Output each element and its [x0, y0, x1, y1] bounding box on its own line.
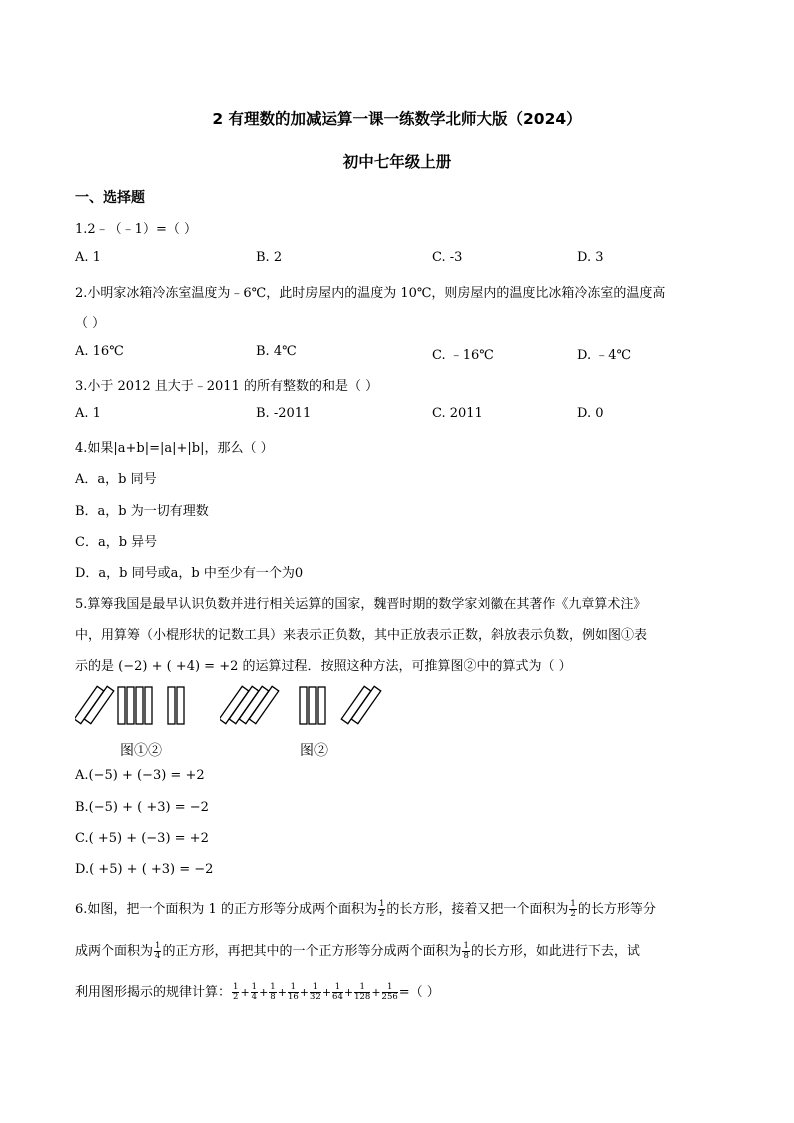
q4-option-c: C．a，b 异号: [75, 535, 158, 550]
q5-stem-line3: 示的是 (−2) + ( +4) = +2 的运算过程．按照这种方法，可推算图②中的算式为（ ）: [75, 659, 572, 674]
upright-rod: [136, 687, 143, 724]
q1-option-c: C. -3: [432, 250, 463, 265]
upright-rod: [127, 687, 134, 724]
fraction: $\frac{1}{4}$: [155, 941, 161, 961]
figure-2-caption: 图②: [300, 743, 328, 759]
series-fraction: $\frac{1}{4}$: [251, 982, 258, 1002]
plus-sign: +: [321, 986, 332, 999]
series-fraction: $\frac{1}{2}$: [233, 982, 239, 1002]
doc-subtitle: 初中七年级上册: [342, 153, 452, 171]
q6-stem-line2: [75, 940, 640, 961]
q6-stem-line3: [75, 981, 440, 1002]
series-fraction: $\frac{1}{256}$: [381, 982, 398, 1002]
q4-option-b: B．a，b 为一切有理数: [75, 504, 209, 519]
q6-text: 的长方形，如此进行下去，试: [470, 944, 640, 959]
doc-title: 2 有理数的加减运算一课一练数学北师大版（2024）: [212, 110, 582, 128]
q4-stem: 4.如果|a+b|=|a|+|b|，那么（ ）: [75, 441, 274, 456]
series-fraction: $\frac{1}{8}$: [270, 982, 276, 1002]
q3-option-c: C. 2011: [432, 406, 483, 421]
q3-option-a: A. 1: [75, 406, 101, 421]
section-heading: 一、选择题: [75, 190, 145, 206]
upright-rod: [177, 687, 184, 724]
q2-stem-line2: （ ）: [75, 316, 106, 331]
q5-option-a: A.(−5) + (−3) = +2: [75, 768, 205, 783]
q6-text: =（ ）: [398, 985, 440, 1000]
q5-stem-line1: 5.算筹我国是最早认识负数并进行相关运算的国家，魏晋时期的数学家刘徽在其著作《九章算术注》: [75, 597, 647, 612]
series-fraction: $\frac{1}{16}$: [287, 982, 299, 1002]
series-fraction: $\frac{1}{128}$: [354, 982, 371, 1002]
q2-option-d: D. ﹣4℃: [577, 348, 632, 363]
q1-option-b: B. 2: [256, 250, 283, 265]
q2-option-c: C. ﹣16℃: [432, 348, 494, 363]
upright-rod: [300, 687, 307, 724]
upright-rod: [118, 687, 125, 724]
q6-text: 的长方形，接着又把一个面积为: [386, 902, 569, 917]
q4-option-d: D．a，b 同号或a，b 中至少有一个为0: [75, 566, 304, 581]
q1-option-a: A. 1: [75, 250, 101, 265]
upright-rod: [168, 687, 175, 724]
q2-option-a: A. 16℃: [75, 344, 124, 359]
q3-stem: 3.小于 2012 且大于﹣2011 的所有整数的和是（ ）: [75, 379, 379, 394]
q6-text: 利用图形揭示的规律计算：: [75, 985, 232, 1000]
q3-option-d: D. 0: [577, 406, 604, 421]
upright-rod: [318, 687, 325, 724]
figure-1-caption: 图①②: [120, 743, 162, 759]
q5-option-c: C.( +5) + (−3) = +2: [75, 831, 209, 846]
q5-option-b: B.(−5) + ( +3) = −2: [75, 800, 209, 815]
plus-sign: +: [299, 986, 309, 999]
plus-sign: +: [240, 986, 250, 999]
series-fraction: $\frac{1}{32}$: [309, 982, 321, 1002]
plus-sign: +: [343, 986, 354, 999]
q4-option-a: A．a，b 同号: [75, 472, 157, 487]
fraction-series: [231, 982, 399, 1002]
fraction: $\frac{1}{2}$: [570, 899, 576, 919]
q6-text: 的长方形等分: [577, 902, 656, 917]
q3-option-b: B. -2011: [256, 406, 312, 421]
fraction: $\frac{1}{8}$: [463, 941, 469, 961]
q6-text: 成两个面积为: [75, 944, 154, 959]
q2-stem-line1: 2.小明家冰箱冷冻室温度为﹣6℃，此时房屋内的温度为 10℃，则房屋内的温度比冰箱冷冻室的温度高: [75, 286, 666, 301]
plus-sign: +: [277, 986, 287, 999]
q6-stem-line1: [75, 898, 656, 919]
fraction: $\frac{1}{2}$: [378, 899, 385, 919]
counting-rods-figure-2: [220, 683, 390, 728]
q1-stem: 1.2﹣（﹣1）=（ ）: [75, 222, 197, 237]
q5-stem-line2: 中，用算筹（小棍形状的记数工具）来表示正负数，其中正放表示正数，斜放表示负数，例如图①表: [75, 628, 648, 643]
upright-rod: [145, 687, 152, 724]
q2-option-b: B. 4℃: [256, 344, 297, 359]
upright-rod: [309, 687, 316, 724]
plus-sign: +: [371, 986, 381, 999]
plus-sign: +: [259, 986, 269, 999]
q6-text: 的正方形，再把其中的一个正方形等分成两个面积为: [162, 944, 462, 959]
q1-option-d: D. 3: [577, 250, 604, 265]
q5-option-d: D.( +5) + ( +3) = −2: [75, 862, 214, 877]
series-fraction: $\frac{1}{64}$: [332, 982, 343, 1002]
q6-text: 6.如图，把一个面积为 1 的正方形等分成两个面积为: [75, 902, 377, 917]
counting-rods-figure-1: [75, 683, 195, 728]
